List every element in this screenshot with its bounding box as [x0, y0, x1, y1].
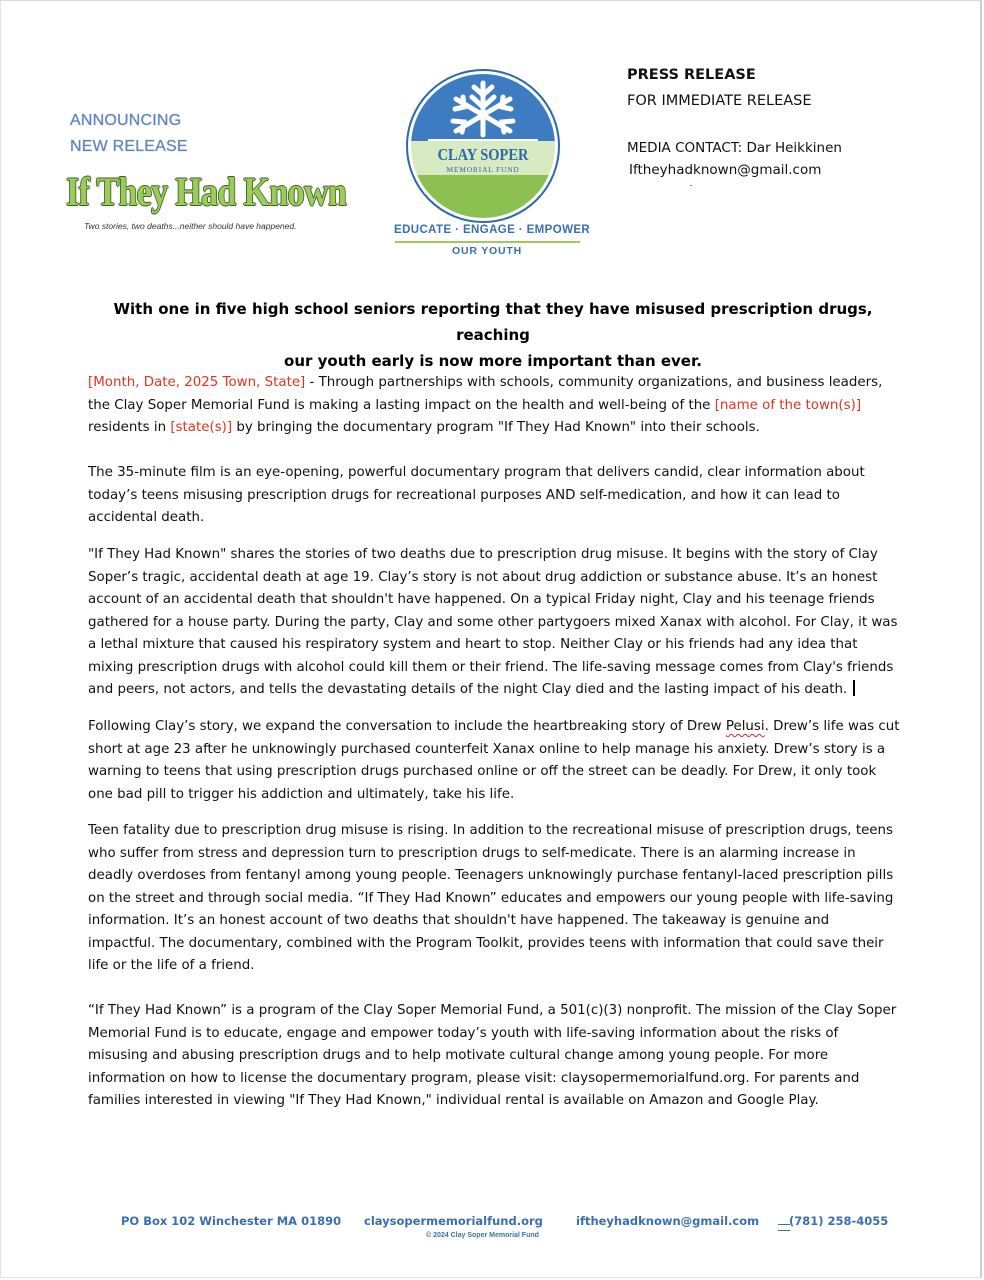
paragraph-drew-story	[88, 716, 900, 806]
film-tagline: Two stories, two deaths...neither should have happened.	[84, 221, 297, 231]
intro-text-c: by bringing the documentary program "If They Had Known" into their schools.	[232, 420, 760, 435]
headline-line-1: With one in five high school seniors reporting that they have misused prescription drugs, reaching	[113, 300, 873, 344]
logo-name: CLAY SOPER	[437, 145, 529, 164]
media-contact-block	[627, 137, 842, 181]
placeholder-town[interactable]: [name of the town(s)]	[714, 397, 862, 413]
footer-email[interactable]: iftheyhadknown@gmail.com	[576, 1214, 760, 1228]
footer-website[interactable]: claysopermemorialfund.org	[364, 1214, 543, 1228]
press-release-label: PRESS RELEASE	[627, 67, 756, 83]
drew-text-a: Following Clay’s story, we expand the conversation to include the heartbreaking story of Drew	[88, 719, 726, 734]
paragraph-film: The 35-minute film is an eye-opening, powerful documentary program that delivers candid, clear information about today’s teens misusing prescription drugs for recreational purposes AND self-medication, and how it can lead to accidental death.	[88, 465, 865, 525]
announce-line-2: NEW RELEASE	[70, 138, 188, 155]
text-cursor	[853, 680, 855, 696]
footer-phone: (781) 258-4055	[789, 1214, 889, 1228]
stray-dot	[690, 185, 692, 186]
placeholder-state[interactable]: [state(s)]	[170, 420, 233, 435]
film-title-logo: If They Had Known	[66, 169, 347, 214]
clay-story-text: "If They Had Known" shares the stories of two deaths due to prescription drug misuse. It begins with the story of Clay Soper’s tragic, accidental death at age 19. Clay’s story is not about drug addiction or substance abuse. It’s an honest account of an accidental death that shouldn't have happened. On a typical Friday night, Clay and his teenage friends gathered for a house party. During the party, Clay and some other partygoers mixed Xanax with alcohol. For Clay, it was a lethal mixture that caused his respiratory system and heart to stop. Neither Clay or his friends had any idea that mixing prescription drugs with alcohol could kill them or their friend. The life-saving message comes from Clay's friends and peers, not actors, and tells the devastating details of the night Clay died and the lasting impact of his death.	[88, 547, 898, 697]
footer-address: PO Box 102 Winchester MA 01890	[121, 1214, 342, 1228]
headline	[88, 296, 898, 374]
paragraph-intro	[88, 372, 900, 440]
paragraph-clay-story	[88, 544, 900, 702]
spellcheck-word[interactable]: Pelusi	[725, 719, 765, 734]
motto-divider	[395, 241, 580, 243]
paragraph-teen-fatality: Teen fatality due to prescription drug misuse is rising. In addition to the recreational misuse of prescription drugs, teens who suffer from stress and depression turn to prescription drugs to self-medicate. There is an alarming increase in deadly overdoses from fentanyl among young people. Teenagers unknowingly purchase fentanyl-laced prescription pills on the street and through social media. “If They Had Known” educates and empowers our young people with life-saving information. It’s an honest account of two deaths that shouldn't have happened. The takeaway is genuine and impactful. The documentary, combined with the Program Toolkit, provides teens with information that could save their life or the life of a friend.	[88, 823, 894, 973]
motto: EDUCATE · ENGAGE · EMPOWER	[394, 224, 591, 236]
placeholder-date[interactable]: [Month, Date, 2025 Town, State]	[88, 375, 306, 390]
intro-text-a: - Through partnerships with schools, community organizations, and business leaders, the Clay Soper Memorial Fund is making a lasting impact on the health and well-being of the	[88, 375, 883, 413]
media-email: Iftheyhadknown@gmail.com	[629, 162, 822, 178]
press-block	[627, 62, 812, 114]
logo-subtitle: MEMORIAL FUND	[446, 165, 520, 174]
headline-line-2: our youth early is now more important than ever.	[284, 352, 702, 370]
motto-subtitle: OUR YOUTH	[451, 245, 522, 257]
footer-copyright: © 2024 Clay Soper Memorial Fund	[426, 1232, 539, 1239]
drew-text-b: . Drew’s life was cut short at age 23 after he unknowingly purchased counterfeit Xanax online to help manage his anxiety. Drew’s story is a warning to teens that using prescription drugs purchased online or off the street can be deadly. For Drew, it only took one bad pill to trigger his addiction and ultimately, take his life.	[88, 719, 900, 802]
announce-line-1: ANNOUNCING	[70, 112, 182, 129]
paragraph-program: “If They Had Known” is a program of the Clay Soper Memorial Fund, a 501(c)(3) nonprofit. The mission of the Clay Soper Memorial Fund is to educate, engage and empower today’s youth with life-saving information about the risks of misusing and abusing prescription drugs and to help motivate cultural change among young people. For more information on how to license the documentary program, please visit: claysopermemorialfund.org. For parents and families interested in viewing "If They Had Known," individual rental is available on Amazon and Google Play.	[88, 1003, 897, 1108]
phone-icon	[778, 1224, 790, 1231]
announce-block	[70, 108, 188, 160]
immediate-release-label: FOR IMMEDIATE RELEASE	[627, 93, 812, 109]
media-contact: MEDIA CONTACT: Dar Heikkinen	[627, 140, 842, 156]
intro-text-b: residents in	[88, 420, 171, 435]
